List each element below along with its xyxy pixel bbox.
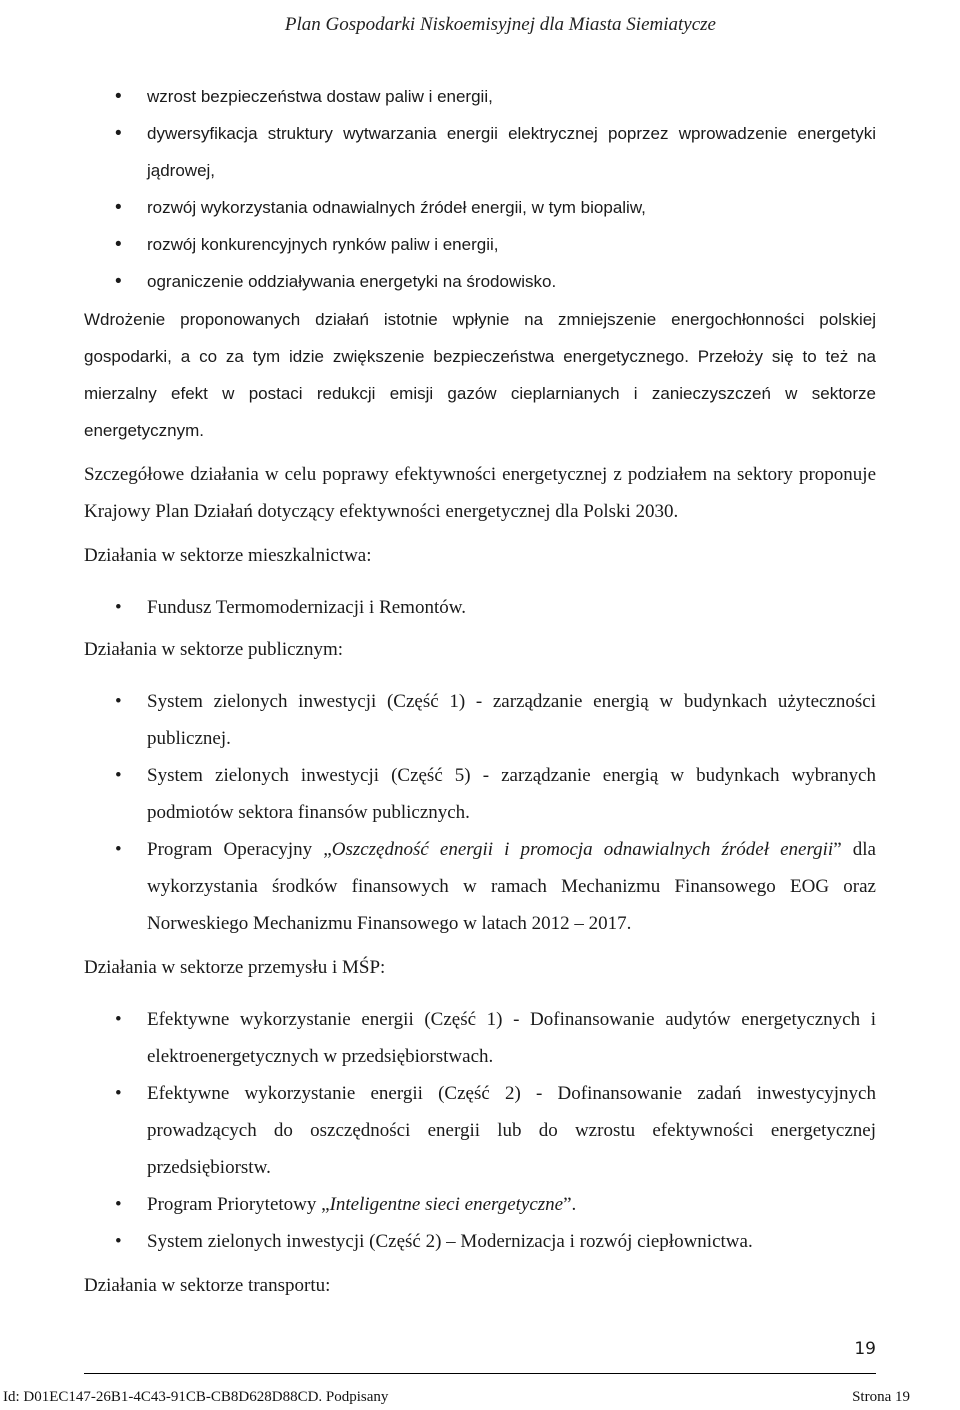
bullet-icon: • — [115, 123, 122, 144]
bullet-icon: • — [115, 1009, 122, 1030]
paragraph-implementation: Wdrożenie proponowanych działań istotnie wpłynie na zmniejszenie energochłonności polskiej gospodarki, a co za tym idzie zwiększenie bezpieczeństwa energetycznego. Przełoży się to też na mierzalny efekt w postaci redukcji emisji gazów cieplarnianych i zanieczyszczeń w sektorze energetycznym. — [84, 310, 876, 440]
page-label: Strona 19 — [852, 1389, 910, 1405]
list-item: • Program Operacyjny „Oszczędność energii i promocja odnawialnych źródeł energii” dla wykorzystania środków finansowych w ramach Mechanizmu Finansowego EOG oraz Norweskiego Mechanizmu Finansowego w latach 2012 – 2017. — [84, 831, 876, 942]
bullet-icon: • — [115, 234, 122, 255]
document-id: Id: D01EC147-26B1-4C43-91CB-CB8D628D88CD. Podpisany — [3, 1389, 389, 1405]
section-heading-residential: Działania w sektorze mieszkalnictwa: — [84, 545, 372, 566]
footer-divider — [84, 1373, 876, 1374]
list-item: • Efektywne wykorzystanie energii (Część 1) - Dofinansowanie audytów energetycznych i elektroenergetycznych w przedsiębiorstwach. — [84, 1001, 876, 1075]
list-item: • wzrost bezpieczeństwa dostaw paliw i energii, — [84, 78, 876, 115]
bullet-icon: • — [115, 197, 122, 218]
list-item: • dywersyfikacja struktury wytwarzania energii elektrycznej poprzez wprowadzenie energetyki jądrowej, — [84, 115, 876, 189]
list-item: • Efektywne wykorzystanie energii (Część 2) - Dofinansowanie zadań inwestycyjnych prowadzących do oszczędności energii lub do wzrostu efektywności energetycznej przedsiębiorstw. — [84, 1075, 876, 1186]
bullet-icon: • — [115, 597, 122, 618]
bullet-icon: • — [115, 691, 122, 712]
bullet-icon: • — [115, 1231, 122, 1252]
list-item: • System zielonych inwestycji (Część 5) - zarządzanie energią w budynkach wybranych podmiotów sektora finansów publicznych. — [84, 757, 876, 831]
list-item: • Fundusz Termomodernizacji i Remontów. — [84, 589, 876, 626]
bullet-icon: • — [115, 839, 122, 860]
bullet-icon: • — [115, 765, 122, 786]
list-item: • ograniczenie oddziaływania energetyki na środowisko. — [84, 263, 876, 300]
list-item: • System zielonych inwestycji (Część 2) – Modernizacja i rozwój ciepłownictwa. — [84, 1223, 876, 1260]
objectives-list — [84, 78, 876, 300]
list-item: • rozwój konkurencyjnych rynków paliw i energii, — [84, 226, 876, 263]
page-header-title: Plan Gospodarki Niskoemisyjnej dla Miasta Siemiatycze — [284, 14, 716, 35]
page-number: 19 — [854, 1339, 876, 1359]
section-heading-public: Działania w sektorze publicznym: — [84, 639, 344, 660]
list-item: • rozwój wykorzystania odnawialnych źródeł energii, w tym biopaliw, — [84, 189, 876, 226]
document-body — [84, 78, 876, 1304]
list-item: • System zielonych inwestycji (Część 1) - zarządzanie energią w budynkach użyteczności publicznej. — [84, 683, 876, 757]
public-list — [84, 683, 876, 942]
bullet-icon: • — [115, 271, 122, 292]
section-heading-transport: Działania w sektorze transportu: — [84, 1275, 331, 1296]
bullet-icon: • — [115, 1083, 122, 1104]
list-item: • Program Priorytetowy „Inteligentne sieci energetyczne”. — [84, 1186, 876, 1223]
section-heading-industry: Działania w sektorze przemysłu i MŚP: — [84, 957, 386, 978]
residential-list — [84, 589, 876, 626]
bullet-icon: • — [115, 1194, 122, 1215]
paragraph-detailed-actions: Szczegółowe działania w celu poprawy efektywności energetycznej z podziałem na sektory proponuje Krajowy Plan Działań dotyczący efektywności energetycznej dla Polski 2030. — [84, 464, 876, 522]
bullet-icon: • — [115, 86, 122, 107]
industry-list — [84, 1001, 876, 1260]
